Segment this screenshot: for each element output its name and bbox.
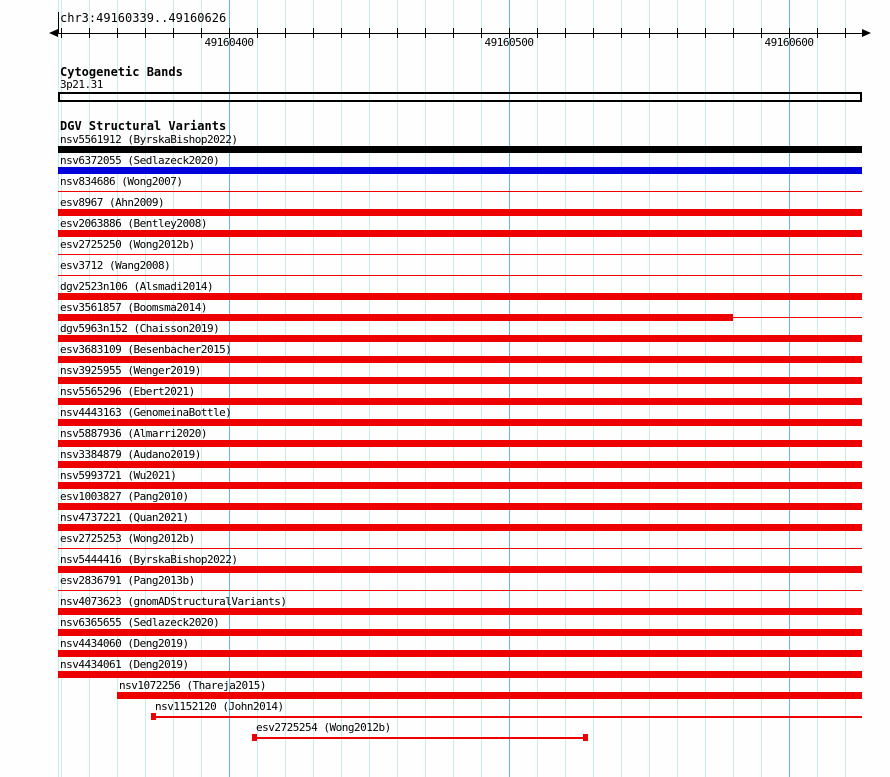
cytoband-name: 3p21.31	[60, 78, 103, 91]
variant-label[interactable]: dgv2523n106 (Alsmadi2014)	[60, 280, 214, 293]
ruler-tick	[453, 28, 454, 38]
ruler-tick	[341, 28, 342, 38]
minor-gridline	[341, 0, 342, 777]
variant-bar[interactable]	[58, 335, 862, 342]
ruler-tick-label: 49160500	[484, 36, 534, 49]
variant-label[interactable]: esv2836791 (Pang2013b)	[60, 574, 195, 587]
variant-label[interactable]: dgv5963n152 (Chaisson2019)	[60, 322, 220, 335]
ruler-tick	[201, 28, 202, 38]
ruler-tick	[677, 28, 678, 38]
variant-line[interactable]	[153, 716, 862, 718]
variant-bar[interactable]	[58, 650, 862, 657]
variant-bar[interactable]	[58, 482, 862, 489]
ruler-tick	[257, 28, 258, 38]
variant-label[interactable]: nsv3384879 (Audano2019)	[60, 448, 201, 461]
variant-label[interactable]: esv3712 (Wang2008)	[60, 259, 171, 272]
variant-label[interactable]: esv2725253 (Wong2012b)	[60, 532, 195, 545]
minor-gridline	[565, 0, 566, 777]
minor-gridline	[369, 0, 370, 777]
variant-label[interactable]: nsv3925955 (Wenger2019)	[60, 364, 201, 377]
variant-label[interactable]: nsv5561912 (ByrskaBishop2022)	[60, 133, 238, 146]
minor-gridline	[58, 0, 59, 777]
minor-gridline	[453, 0, 454, 777]
ruler-tick	[145, 28, 146, 38]
variant-bar[interactable]	[58, 230, 862, 237]
ruler-tick	[705, 28, 706, 38]
variant-label[interactable]: nsv1072256 (Thareja2015)	[119, 679, 266, 692]
ruler-tick	[369, 28, 370, 38]
minor-gridline	[201, 0, 202, 777]
variant-line[interactable]	[58, 590, 862, 591]
ruler-tick	[173, 28, 174, 38]
ruler-tick	[285, 28, 286, 38]
variant-bar[interactable]	[58, 440, 862, 447]
variant-label[interactable]: esv8967 (Ahn2009)	[60, 196, 165, 209]
region-label: chr3:49160339..49160626	[60, 11, 227, 25]
variant-bar[interactable]	[58, 209, 862, 216]
dgv-track-title: DGV Structural Variants	[60, 119, 227, 133]
minor-gridline	[593, 0, 594, 777]
variant-bar[interactable]	[58, 503, 862, 510]
ruler-tick	[733, 28, 734, 38]
ruler-tick	[89, 28, 90, 38]
variant-endcap-left[interactable]	[252, 734, 257, 741]
variant-label[interactable]: nsv5993721 (Wu2021)	[60, 469, 177, 482]
ruler-tick	[397, 28, 398, 38]
major-gridline	[509, 0, 510, 777]
cytobands-track-title: Cytogenetic Bands	[60, 65, 183, 79]
minor-gridline	[817, 0, 818, 777]
variant-bar[interactable]	[58, 293, 862, 300]
ruler-tick	[565, 28, 566, 38]
minor-gridline	[481, 0, 482, 777]
ruler-tick	[481, 28, 482, 38]
variant-endcap-right[interactable]	[583, 734, 588, 741]
ruler-tick	[313, 28, 314, 38]
variant-bar[interactable]	[58, 377, 862, 384]
minor-gridline	[257, 0, 258, 777]
variant-label[interactable]: nsv6365655 (Sedlazeck2020)	[60, 616, 220, 629]
ruler-tick	[761, 28, 762, 38]
variant-label[interactable]: esv2725250 (Wong2012b)	[60, 238, 195, 251]
variant-bar[interactable]	[58, 608, 862, 615]
variant-bar[interactable]	[58, 398, 862, 405]
ruler-tick	[425, 28, 426, 38]
variant-bar[interactable]	[58, 629, 862, 636]
variant-label[interactable]: nsv1152120 (John2014)	[155, 700, 284, 713]
variant-bar[interactable]	[58, 461, 862, 468]
variant-bar[interactable]	[58, 419, 862, 426]
variant-line[interactable]	[58, 191, 862, 192]
ruler-tick	[817, 28, 818, 38]
ruler-tick	[117, 28, 118, 38]
ruler-tick	[621, 28, 622, 38]
variant-bar[interactable]	[58, 524, 862, 531]
variant-label[interactable]: nsv5565296 (Ebert2021)	[60, 385, 195, 398]
ruler-tick	[61, 28, 62, 38]
variant-label[interactable]: nsv6372055 (Sedlazeck2020)	[60, 154, 220, 167]
variant-bar[interactable]	[58, 356, 862, 363]
region-start-boundary	[58, 12, 59, 33]
major-gridline	[789, 0, 790, 777]
variant-bar[interactable]	[58, 314, 733, 321]
variant-label[interactable]: esv2063886 (Bentley2008)	[60, 217, 207, 230]
ruler-tick	[845, 28, 846, 38]
variant-bar[interactable]	[58, 146, 862, 153]
ruler-tick	[649, 28, 650, 38]
variant-endcap-left[interactable]	[151, 713, 156, 720]
minor-gridline	[285, 0, 286, 777]
ruler-arrow-left-icon	[49, 29, 58, 37]
ruler-tick-label: 49160400	[204, 36, 254, 49]
minor-gridline	[397, 0, 398, 777]
minor-gridline	[677, 0, 678, 777]
minor-gridline	[425, 0, 426, 777]
variant-label[interactable]: esv2725254 (Wong2012b)	[256, 721, 391, 734]
ruler-axis	[58, 33, 862, 34]
major-gridline	[229, 0, 230, 777]
ruler-tick	[593, 28, 594, 38]
minor-gridline	[761, 0, 762, 777]
minor-gridline	[705, 0, 706, 777]
minor-gridline	[313, 0, 314, 777]
cytoband-box[interactable]	[58, 92, 862, 102]
ruler-arrow-right-icon	[862, 29, 871, 37]
variant-label[interactable]: nsv4434060 (Deng2019)	[60, 637, 189, 650]
variant-line[interactable]	[58, 548, 862, 549]
minor-gridline	[621, 0, 622, 777]
variant-bar[interactable]	[58, 671, 862, 678]
variant-label[interactable]: nsv4434061 (Deng2019)	[60, 658, 189, 671]
variant-line[interactable]	[58, 254, 862, 255]
variant-label[interactable]: nsv5444416 (ByrskaBishop2022)	[60, 553, 238, 566]
ruler-tick-label: 49160600	[764, 36, 814, 49]
ruler-tick	[537, 28, 538, 38]
variant-line[interactable]	[254, 737, 585, 739]
minor-gridline	[537, 0, 538, 777]
variant-line[interactable]	[58, 275, 862, 276]
variant-bar[interactable]	[58, 167, 862, 174]
variant-bar[interactable]	[117, 692, 862, 699]
variant-extension-line[interactable]	[733, 317, 862, 318]
variant-label[interactable]: esv1003827 (Pang2010)	[60, 490, 189, 503]
variant-label[interactable]: nsv4073623 (gnomADStructuralVariants)	[60, 595, 287, 608]
variant-label[interactable]: nsv4443163 (GenomeinaBottle)	[60, 406, 232, 419]
variant-label[interactable]: nsv4737221 (Quan2021)	[60, 511, 189, 524]
variant-label[interactable]: esv3561857 (Boomsma2014)	[60, 301, 207, 314]
variant-label[interactable]: esv3683109 (Besenbacher2015)	[60, 343, 232, 356]
minor-gridline	[649, 0, 650, 777]
minor-gridline	[845, 0, 846, 777]
minor-gridline	[733, 0, 734, 777]
variant-bar[interactable]	[58, 566, 862, 573]
variant-label[interactable]: nsv5887936 (Almarri2020)	[60, 427, 207, 440]
variant-label[interactable]: nsv834686 (Wong2007)	[60, 175, 183, 188]
